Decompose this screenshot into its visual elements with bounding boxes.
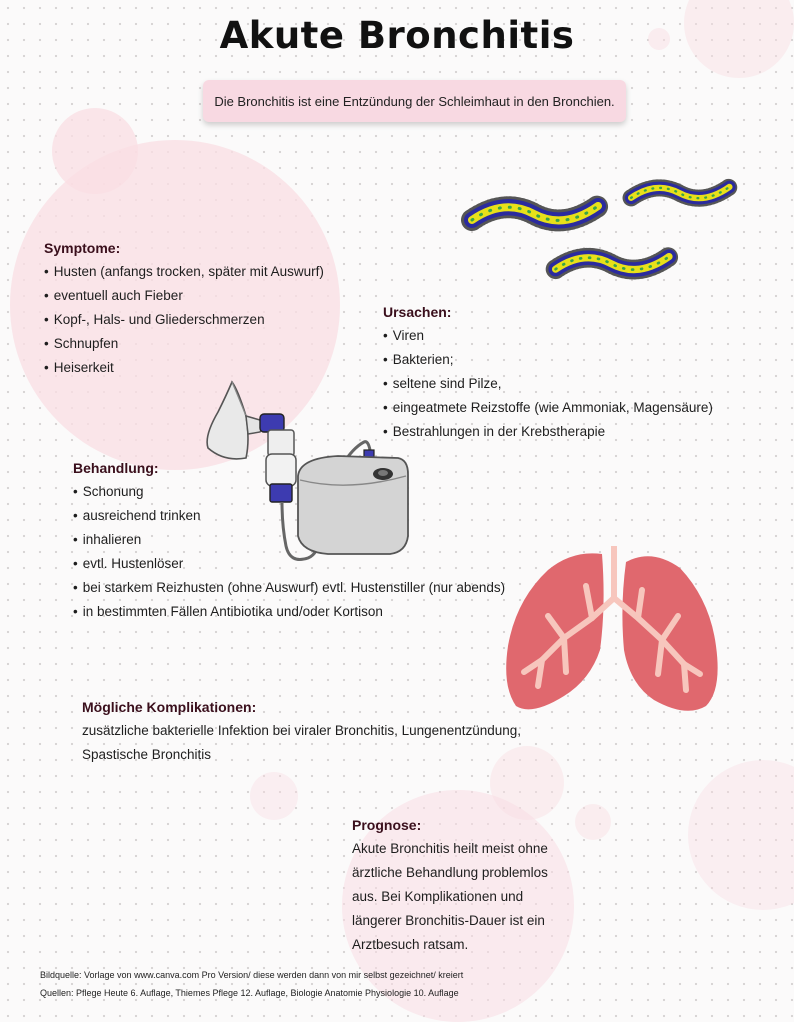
list-item: • inhalieren xyxy=(73,528,505,552)
symptome-heading: Symptome: xyxy=(44,240,121,256)
ursachen-heading: Ursachen: xyxy=(383,304,452,320)
behandlung-list xyxy=(73,480,505,624)
list-item: • Husten (anfangs trocken, später mit Auswurf) xyxy=(44,260,324,284)
section-ursachen xyxy=(383,304,713,444)
prognose-line: ärztliche Behandlung problemlos xyxy=(352,865,548,880)
footer-quellen: Quellen: Pflege Heute 6. Auflage, Thiemes Pflege 12. Auflage, Biologie Anatomie Physiologie 10. Auflage xyxy=(40,988,459,998)
komplikationen-heading: Mögliche Komplikationen: xyxy=(82,699,257,715)
page-title: Akute Bronchitis xyxy=(219,14,575,57)
prognose-line: Arztbesuch ratsam. xyxy=(352,937,469,952)
decor-blob-left xyxy=(250,772,298,820)
prognose-heading: Prognose: xyxy=(352,817,422,833)
list-item: • Bakterien; xyxy=(383,348,713,372)
list-item: • Viren xyxy=(383,324,713,348)
behandlung-heading: Behandlung: xyxy=(73,460,159,476)
komplikationen-line: Spastische Bronchitis xyxy=(82,747,212,762)
symptome-list xyxy=(44,260,324,380)
list-item: • Kopf-, Hals- und Gliederschmerzen xyxy=(44,308,324,332)
prognose-line: Akute Bronchitis heilt meist ohne xyxy=(352,841,548,856)
intro-box xyxy=(203,80,626,122)
section-behandlung xyxy=(73,460,505,624)
list-item: • evtl. Hustenlöser xyxy=(73,552,505,576)
decor-blob-ring xyxy=(575,804,611,840)
lungs-icon xyxy=(502,546,724,726)
footer-bildquelle: Bildquelle: Vorlage von www.canva.com Pro Version/ diese werden dann von mir selbst gezeichnet/ kreiert xyxy=(40,970,464,980)
bacteria-icon xyxy=(452,168,752,308)
list-item: • eingeatmete Reizstoffe (wie Ammoniak, Magensäure) xyxy=(383,396,713,420)
prognose-line: aus. Bei Komplikationen und xyxy=(352,889,524,904)
section-komplikationen xyxy=(82,699,521,767)
ursachen-list xyxy=(383,324,713,444)
intro-text: Die Bronchitis ist eine Entzündung der Schleimhaut in den Bronchien. xyxy=(214,93,615,109)
list-item: • Heiserkeit xyxy=(44,356,324,380)
section-prognose xyxy=(352,817,548,957)
list-item: • in bestimmten Fällen Antibiotika und/oder Kortison xyxy=(73,600,505,624)
section-symptome xyxy=(44,240,324,380)
list-item: • eventuell auch Fieber xyxy=(44,284,324,308)
prognose-line: längerer Bronchitis-Dauer ist ein xyxy=(352,913,545,928)
decor-blob-right xyxy=(688,760,794,910)
list-item: • Schnupfen xyxy=(44,332,324,356)
list-item: • ausreichend trinken xyxy=(73,504,505,528)
list-item: • Bestrahlungen in der Krebstherapie xyxy=(383,420,713,444)
komplikationen-line: zusätzliche bakterielle Infektion bei viraler Bronchitis, Lungenentzündung, xyxy=(82,723,522,738)
decor-blob-small xyxy=(52,108,138,194)
list-item: • seltene sind Pilze, xyxy=(383,372,713,396)
list-item: • Schonung xyxy=(73,480,505,504)
list-item: • bei starkem Reizhusten (ohne Auswurf) evtl. Hustenstiller (nur abends) xyxy=(73,576,505,600)
